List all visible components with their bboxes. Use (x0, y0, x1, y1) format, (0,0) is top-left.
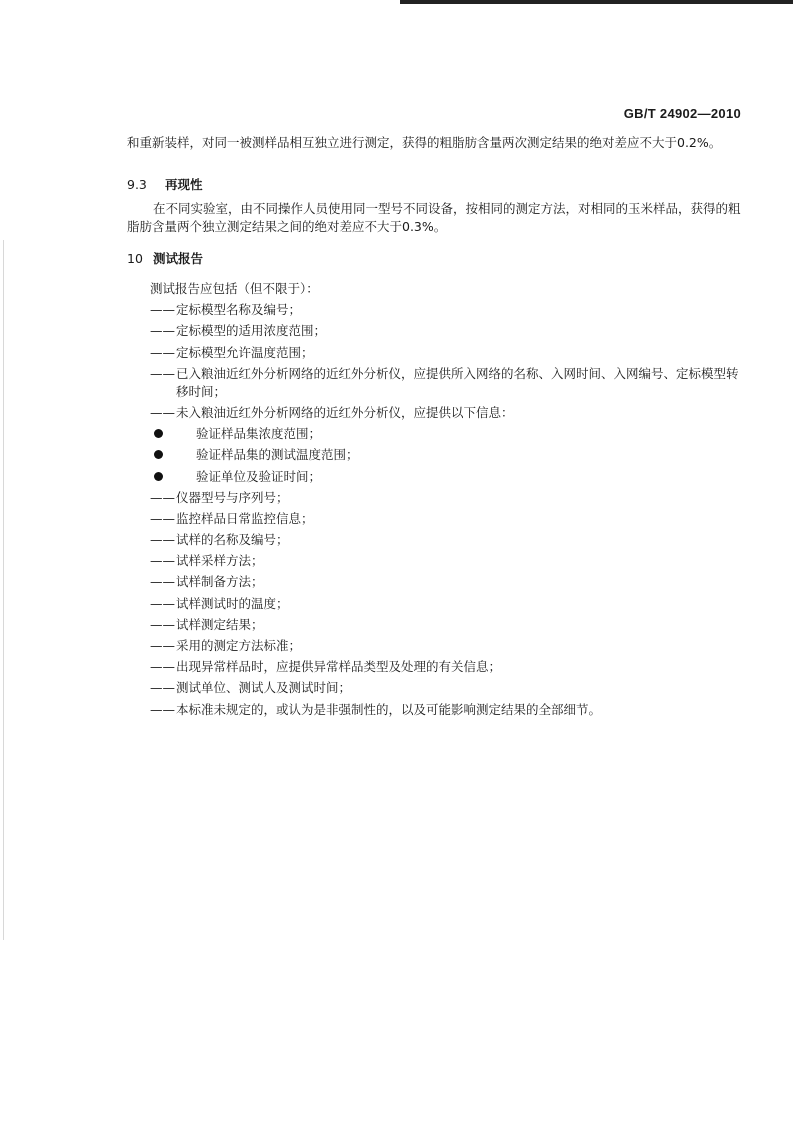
list-item: ——监控样品日常监控信息； (150, 510, 314, 526)
list-item: ——定标模型允许温度范围； (150, 344, 314, 360)
section-10-heading (127, 249, 203, 267)
section-number: 10 (127, 251, 143, 266)
scan-edge (3, 240, 4, 940)
paragraph-repeatability-cont: 和重新装样，对同一被测样品相互独立进行测定，获得的粗脂肪含量两次测定结果的绝对差应不大于0.2%。 (127, 135, 722, 150)
list-item: ——仪器型号与序列号； (150, 489, 289, 505)
bullet-icon (154, 472, 163, 481)
standard-code: GB/T 24902—2010 (623, 106, 741, 121)
paragraph-reproducibility: 在不同实验室，由不同操作人员使用同一型号不同设备，按相同的测定方法，对相同的玉米样品，获得的粗脂肪含量两个独立测定结果之间的绝对差应不大于0.3%。 (127, 201, 741, 234)
list-item: ——测试单位、测试人及测试时间； (150, 680, 352, 696)
list-item: ——定标模型名称及编号； (150, 302, 302, 318)
list-item: ——出现异常样品时，应提供异常样品类型及处理的有关信息； (150, 659, 502, 675)
section-number: 9.3 (127, 177, 147, 192)
list-item: ——试样的名称及编号； (150, 532, 289, 548)
top-rule (400, 0, 793, 4)
bullet-icon (154, 450, 163, 459)
list-item: ——试样测定结果； (150, 616, 264, 632)
list-item: ——已入粮油近红外分析网络的近红外分析仪，应提供所入网络的名称、入网时间、入网编号、定标模型转移时间； (150, 365, 739, 399)
section-9-3-heading (127, 175, 203, 193)
list-item: ——试样制备方法； (150, 574, 264, 590)
list-item: ——试样采样方法； (150, 553, 264, 569)
bullet-item: 验证样品集的测试温度范围； (150, 446, 745, 464)
bullet-icon (154, 429, 163, 438)
section-title: 再现性 (165, 177, 203, 192)
bullet-item: 验证单位及验证时间； (150, 468, 745, 486)
list-item: ——试样测试时的温度； (150, 595, 289, 611)
section-title: 测试报告 (153, 251, 204, 266)
list-item: ——未入粮油近红外分析网络的近红外分析仪，应提供以下信息： (150, 404, 514, 420)
list-item: ——定标模型的适用浓度范围； (150, 323, 327, 339)
report-items-list (150, 280, 745, 722)
list-intro: 测试报告应包括（但不限于）： (150, 281, 319, 296)
list-item: ——本标准未规定的，或认为是非强制性的，以及可能影响测定结果的全部细节。 (150, 701, 602, 717)
bullet-item: 验证样品集浓度范围； (150, 425, 745, 443)
list-item: ——采用的测定方法标准； (150, 638, 302, 653)
